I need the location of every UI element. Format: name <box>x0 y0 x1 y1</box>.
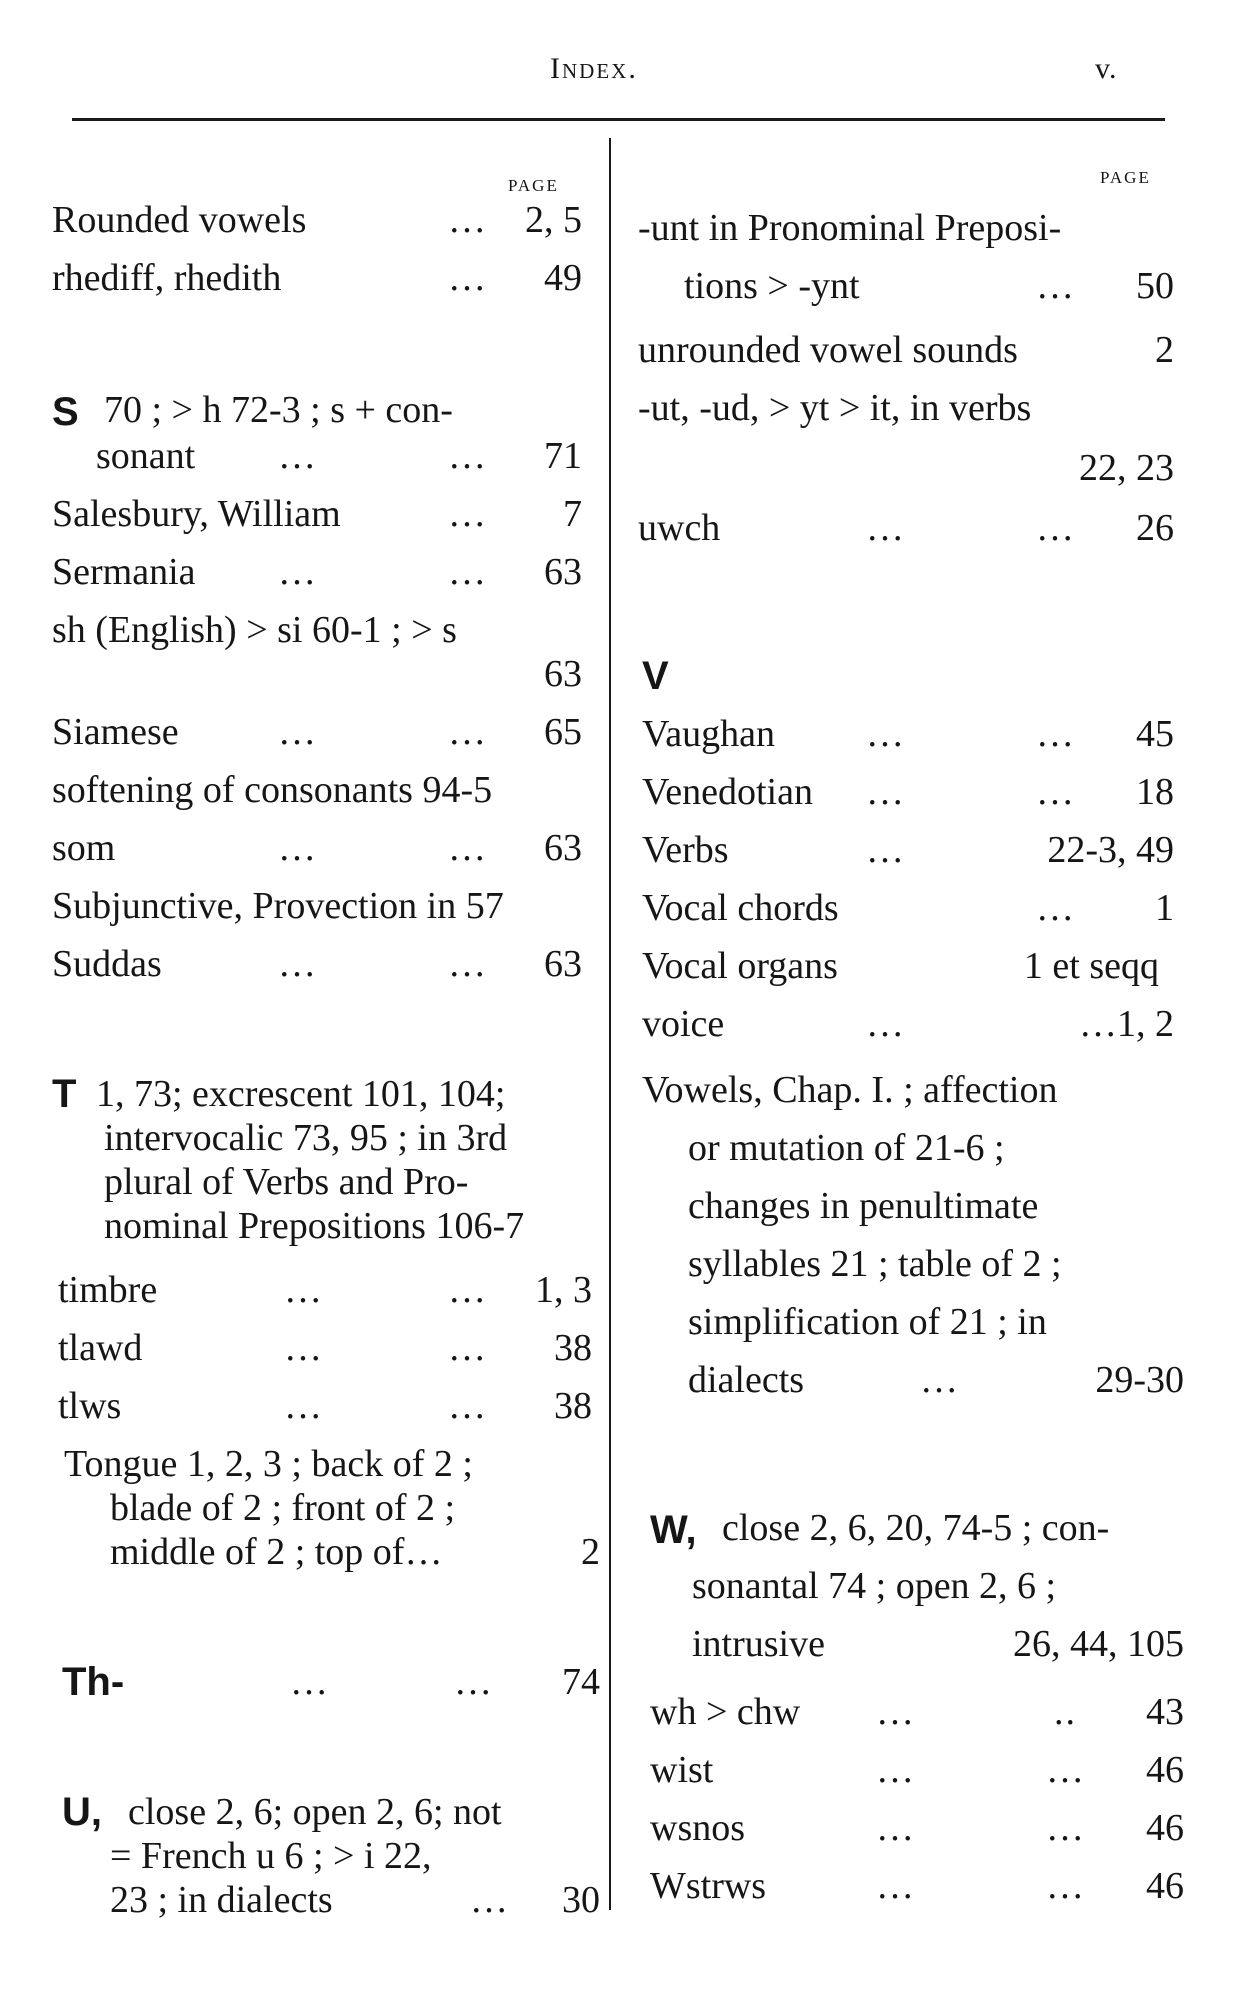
section-letter: W, <box>650 1508 697 1552</box>
leader-dots: … <box>278 711 318 753</box>
entry-text: 70 ; > h 72-3 ; s + con- <box>104 389 453 431</box>
entry-term: wh > chw <box>650 1691 801 1733</box>
entry-text: Tongue 1, 2, 3 ; back of 2 ; <box>64 1443 473 1485</box>
entry-pages: 1 et seqq <box>1023 945 1159 987</box>
entry-term: voice <box>642 1003 725 1045</box>
entry-text: dialects <box>688 1359 805 1401</box>
leader-dots: … <box>1046 1865 1086 1907</box>
entry-text: sonantal 74 ; open 2, 6 ; <box>692 1565 1057 1607</box>
entry-text: nominal Prepositions 106-7 <box>104 1205 525 1247</box>
leader-dots: … <box>1036 507 1076 549</box>
leader-dots: … <box>448 551 488 593</box>
section-letter: V <box>642 654 669 698</box>
entry-pages: 74 <box>562 1661 600 1703</box>
entry-pages: 1, 3 <box>535 1269 592 1311</box>
entry-term: rhediff, rhedith <box>52 257 282 299</box>
running-head-title: Index. <box>550 52 638 85</box>
section-letter: Th- <box>62 1660 125 1704</box>
entry-term: Sermania <box>52 551 196 593</box>
entry-pages: 2 <box>581 1531 600 1573</box>
entry-pages: 22-3, 49 <box>1047 829 1174 871</box>
entry-pages: 38 <box>554 1385 592 1427</box>
column-divider <box>609 138 611 1910</box>
leader-dots: … <box>290 1661 330 1703</box>
entry-term: Suddas <box>52 943 162 985</box>
entry-text: Subjunctive, Provection in 57 <box>52 885 504 927</box>
leader-dots: … <box>876 1691 916 1733</box>
leader-dots: … <box>278 551 318 593</box>
leader-dots: … <box>448 943 488 985</box>
leader-dots: … <box>284 1269 324 1311</box>
entry-term: wist <box>650 1749 714 1791</box>
leader-dots: … <box>876 1749 916 1791</box>
entry-text: -ut, -ud, > yt > it, in verbs <box>638 387 1032 429</box>
entry-pages: 65 <box>544 711 582 753</box>
entry-term: Vocal chords <box>642 887 839 929</box>
entry-pages: 26 <box>1136 507 1174 549</box>
entry-text: 1, 73; excrescent 101, 104; <box>96 1073 506 1115</box>
leader-dots: … <box>920 1359 960 1401</box>
section-letter: T <box>52 1072 77 1116</box>
leader-dots: … <box>866 1003 906 1045</box>
leader-dots: … <box>1036 265 1076 307</box>
entry-pages: 63 <box>544 943 582 985</box>
entry-text: simplification of 21 ; in <box>688 1301 1047 1343</box>
leader-dots: … <box>448 711 488 753</box>
entry-pages: 2 <box>1155 329 1174 371</box>
entry-pages: 22, 23 <box>1079 447 1174 489</box>
leader-dots: … <box>448 199 488 241</box>
leader-dots: … <box>448 257 488 299</box>
entry-text: or mutation of 21-6 ; <box>688 1127 1005 1169</box>
entry-text: close 2, 6; open 2, 6; not <box>128 1791 502 1833</box>
entry-text: tions > -ynt <box>684 265 860 307</box>
leader-dots: … <box>448 827 488 869</box>
page-column-label-left: PAGE <box>508 176 559 195</box>
leader-dots: … <box>1046 1807 1086 1849</box>
leader-dots: … <box>1036 713 1076 755</box>
entry-pages: 26, 44, 105 <box>1013 1623 1184 1665</box>
leader-dots: … <box>448 493 488 535</box>
leader-dots: … <box>866 771 906 813</box>
leader-dots: … <box>866 713 906 755</box>
entry-text: blade of 2 ; front of 2 ; <box>110 1487 456 1529</box>
entry-pages: 71 <box>544 435 582 477</box>
entry-pages: 43 <box>1146 1691 1184 1733</box>
entry-term: Verbs <box>642 829 729 871</box>
entry-pages: 18 <box>1136 771 1174 813</box>
entry-text: close 2, 6, 20, 74-5 ; con- <box>722 1507 1110 1549</box>
leader-dots: … <box>448 435 488 477</box>
entry-pages: 30 <box>562 1879 600 1921</box>
leader-dots: … <box>278 827 318 869</box>
entry-pages: 38 <box>554 1327 592 1369</box>
section-letter: U, <box>62 1790 102 1834</box>
entry-pages: …1, 2 <box>1079 1003 1174 1045</box>
leader-dots: … <box>1046 1749 1086 1791</box>
leader-dots: … <box>454 1661 494 1703</box>
entry-pages: 63 <box>544 653 582 695</box>
entry-text: sh (English) > si 60-1 ; > s <box>52 609 457 651</box>
leader-dots: … <box>866 507 906 549</box>
entry-pages: 46 <box>1146 1807 1184 1849</box>
entry-term: Venedotian <box>642 771 813 813</box>
entry-text: changes in penultimate <box>688 1185 1039 1227</box>
entry-pages: 50 <box>1136 265 1174 307</box>
entry-term: Vocal organs <box>642 945 838 987</box>
entry-pages: 63 <box>544 551 582 593</box>
entry-text: Vowels, Chap. I. ; affection <box>642 1069 1058 1111</box>
leader-dots: … <box>448 1385 488 1427</box>
leader-dots: … <box>1036 771 1076 813</box>
entry-term: tlawd <box>58 1327 143 1369</box>
entry-term: Siamese <box>52 711 179 753</box>
leader-dots: … <box>284 1327 324 1369</box>
entry-text: = French u 6 ; > i 22, <box>110 1835 432 1877</box>
leader-dots: … <box>876 1807 916 1849</box>
entry-pages: 63 <box>544 827 582 869</box>
entry-text: -unt in Pronominal Preposi- <box>638 207 1062 249</box>
leader-dots: … <box>278 943 318 985</box>
entry-text: plural of Verbs and Pro- <box>104 1161 469 1203</box>
entry-term: tlws <box>58 1385 122 1427</box>
entry-text: softening of consonants 94-5 <box>52 769 493 811</box>
entry-text: unrounded vowel sounds <box>638 329 1018 371</box>
entry-term: Wstrws <box>650 1865 767 1907</box>
entry-text: intervocalic 73, 95 ; in 3rd <box>104 1117 508 1159</box>
entry-pages: 46 <box>1146 1749 1184 1791</box>
entry-pages: 7 <box>563 493 582 535</box>
header-rule <box>72 118 1165 121</box>
entry-text: sonant <box>96 435 196 477</box>
leader-dots: … <box>470 1879 510 1921</box>
entry-text: syllables 21 ; table of 2 ; <box>688 1243 1062 1285</box>
leader-dots: .. <box>1054 1691 1077 1733</box>
leader-dots: … <box>448 1327 488 1369</box>
leader-dots: … <box>1036 887 1076 929</box>
entry-term: timbre <box>58 1269 158 1311</box>
entry-pages: 49 <box>544 257 582 299</box>
entry-term: Salesbury, William <box>52 493 341 535</box>
entry-pages: 45 <box>1136 713 1174 755</box>
leader-dots: … <box>448 1269 488 1311</box>
entry-pages: 2, 5 <box>525 199 582 241</box>
leader-dots: … <box>876 1865 916 1907</box>
entry-text: 23 ; in dialects <box>110 1879 333 1921</box>
entry-term: Vaughan <box>642 713 775 755</box>
section-letter: S <box>52 390 79 434</box>
entry-term: wsnos <box>650 1807 746 1849</box>
entry-term: som <box>52 827 116 869</box>
page-column-label-right: PAGE <box>1100 168 1151 187</box>
leader-dots: … <box>284 1385 324 1427</box>
page-number: v. <box>1095 52 1118 85</box>
entry-pages: 29-30 <box>1095 1359 1184 1401</box>
entry-pages: 46 <box>1146 1865 1184 1907</box>
leader-dots: … <box>866 829 906 871</box>
entry-term: uwch <box>638 507 721 549</box>
entry-text: intrusive <box>692 1623 825 1665</box>
entry-text: middle of 2 ; top of… <box>110 1531 443 1573</box>
leader-dots: … <box>278 435 318 477</box>
entry-term: Rounded vowels <box>52 199 307 241</box>
entry-pages: 1 <box>1155 887 1174 929</box>
